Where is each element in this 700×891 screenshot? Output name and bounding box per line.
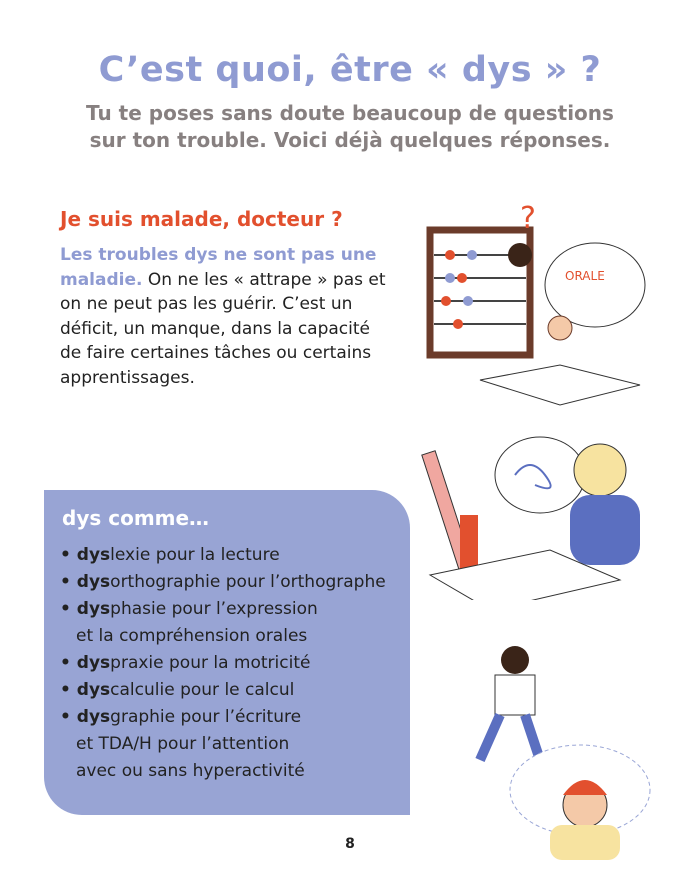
- item-text: graphie pour l’écriture et TDA/H pour l’attention avec ou sans hyperactivité: [76, 707, 305, 781]
- dys-list: [60, 542, 386, 785]
- svg-text:ORALE: ORALE: [565, 269, 605, 283]
- box-heading: dys comme…: [62, 506, 210, 530]
- page-subtitle: [0, 100, 700, 154]
- item-prefix: dys: [76, 545, 111, 565]
- item-prefix: dys: [76, 653, 111, 673]
- section-heading: Je suis malade, docteur ?: [60, 207, 343, 231]
- list-item: [60, 596, 336, 650]
- list-item: [60, 542, 386, 569]
- section-paragraph: [60, 243, 390, 390]
- page-title: C’est quoi, être « dys » ?: [98, 50, 602, 90]
- highlight-text: Les troubles dys ne sont pas une maladie.: [60, 245, 377, 290]
- page-number: 8: [345, 836, 355, 852]
- list-item: [60, 704, 316, 785]
- item-text: phasie pour l’expression et la compréhension orales: [76, 599, 318, 646]
- item-prefix: dys: [76, 680, 111, 700]
- dys-list-box: [44, 490, 410, 815]
- item-prefix: dys: [76, 707, 111, 727]
- item-text: lexie pour la lecture: [110, 545, 280, 565]
- subtitle-line: sur ton trouble. Voici déjà quelques réponses.: [89, 128, 611, 152]
- svg-text:?: ?: [520, 201, 536, 236]
- item-text: calculie pour le calcul: [110, 680, 295, 700]
- list-item: [60, 650, 386, 677]
- item-prefix: dys: [76, 572, 111, 592]
- pencil-girl-illustration: [420, 430, 660, 600]
- item-text: praxie pour la motricité: [110, 653, 311, 673]
- item-prefix: dys: [76, 599, 111, 619]
- subtitle-line: Tu te poses sans doute beaucoup de questions: [86, 101, 614, 125]
- abacus-illustration: [420, 200, 660, 420]
- body-text: On ne les « attrape » pas et on ne peut pas les guérir. C’est un déficit, un manque, dans la capacité de faire certaines tâches ou certains apprentissages.: [60, 269, 386, 388]
- item-text: orthographie pour l’orthographe: [110, 572, 386, 592]
- list-item: [60, 677, 386, 704]
- list-item: [60, 569, 386, 596]
- distracted-kids-illustration: [420, 630, 660, 860]
